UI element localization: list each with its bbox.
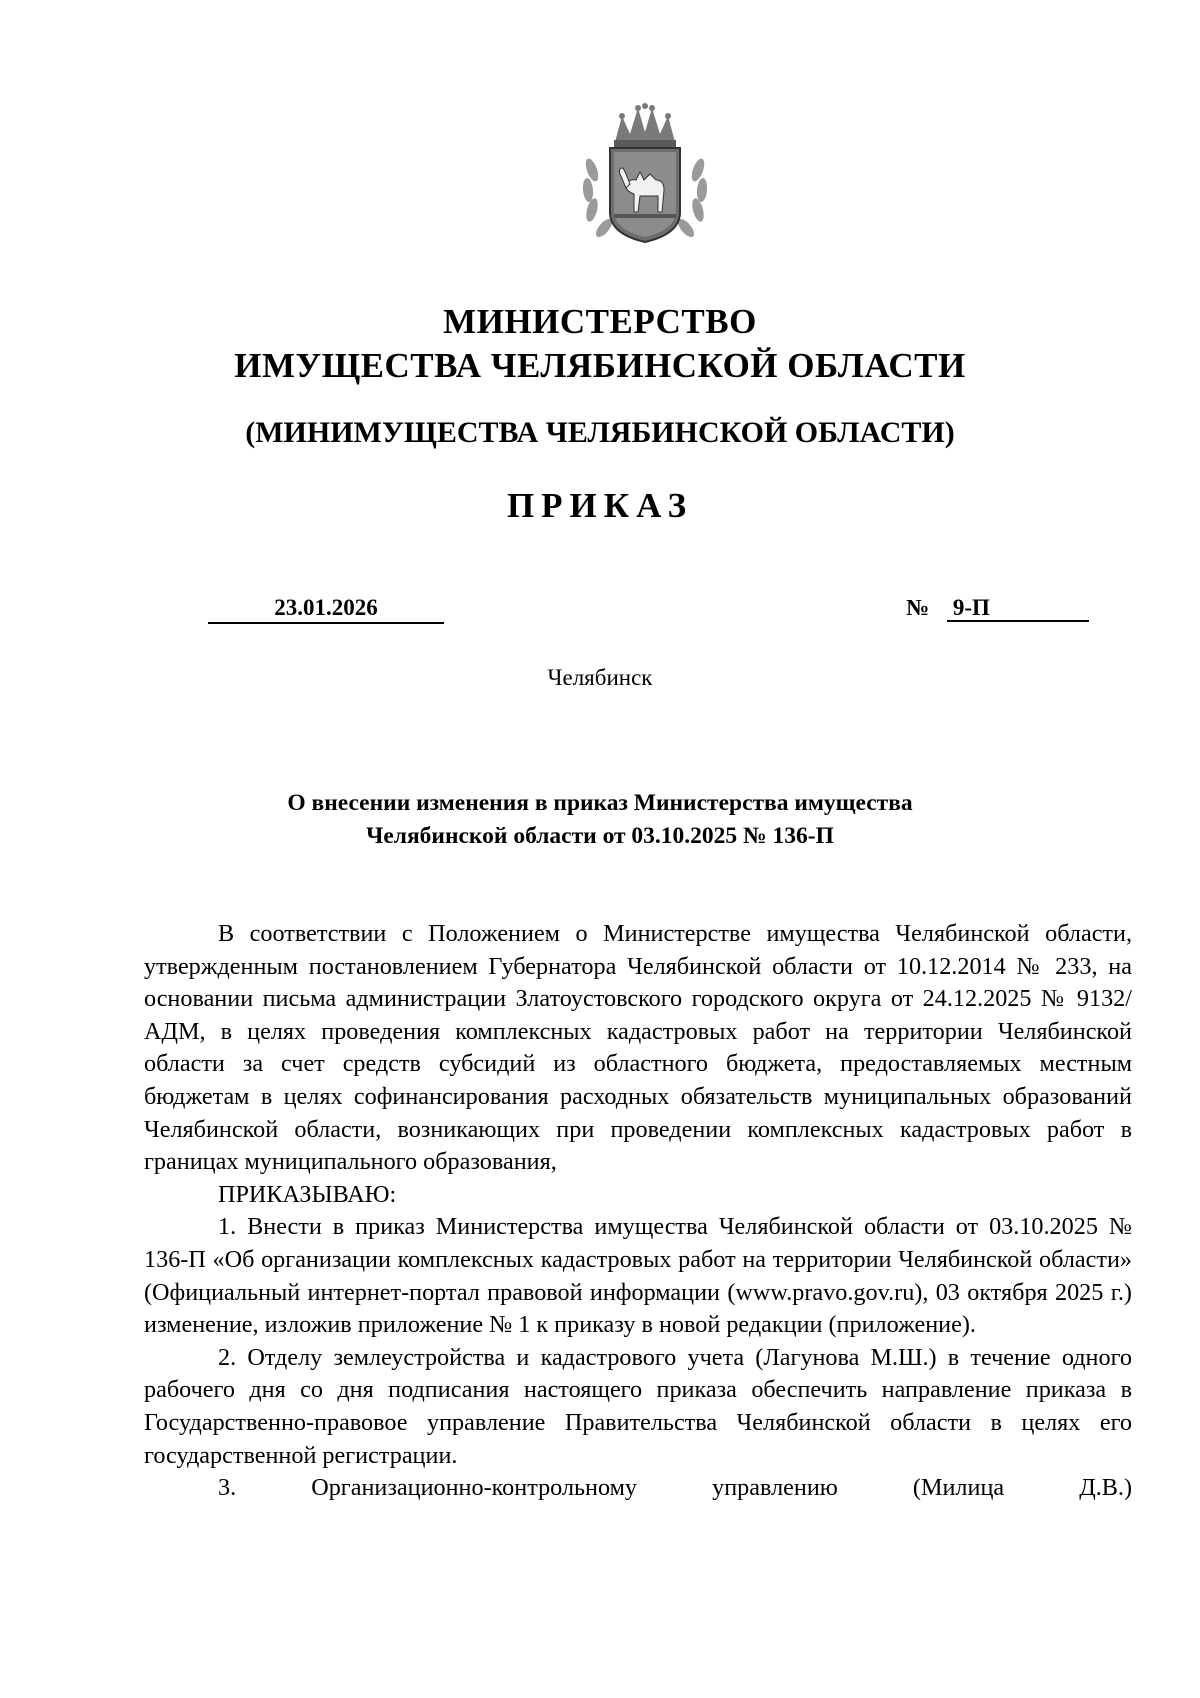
ministry-short-name: (МИНИМУЩЕСТВА ЧЕЛЯБИНСКОЙ ОБЛАСТИ) (245, 416, 955, 449)
paragraph-order: ПРИКАЗЫВАЮ: (218, 1180, 397, 1208)
document-body (144, 918, 1132, 1505)
coat-of-arms-icon (570, 100, 720, 250)
ministry-name-line2: ИМУЩЕСТВА ЧЕЛЯБИНСКОЙ ОБЛАСТИ (234, 346, 966, 385)
paragraph-item-2: 2. Отделу землеустройства и кадастрового учета (Лагунова М.Ш.) в течение одного рабочего дня со дня подписания настоящего приказа обеспечить направление приказа в Государственно-правовое управление Правительства Челябинской области в целях его государственной регистрации. (144, 1343, 1132, 1469)
ministry-name-line1: МИНИСТЕРСТВО (443, 302, 757, 341)
paragraph-item-3: 3. Организационно-контрольному управлению (Милица Д.В.) (218, 1474, 1132, 1502)
document-title-line1: О внесении изменения в приказ Министерства имущества (287, 790, 913, 816)
number-label: № (906, 595, 930, 620)
city: Челябинск (547, 665, 653, 690)
paragraph-preamble: В соответствии с Положением о Министерстве имущества Челябинской области, утвержденным постановлением Губернатора Челябинской области от 10.12.2014 № 233, на основании письма администрации Златоустовского городского округа от 24.12.2025 № 9132/АДМ, в целях проведения комплексных кадастровых работ на территории Челябинской области за счет средств субсидий из областного бюджета, предоставляемых местным бюджетам в целях софинансирования расходных обязательств муниципальных образований Челябинской области, возникающих при проведении комплексных кадастровых работ в границах муниципального образования, (144, 920, 1132, 1176)
document-date: 23.01.2026 (208, 595, 444, 624)
paragraph-item-1: 1. Внести в приказ Министерства имущества Челябинской области от 03.10.2025 № 136-П «Об организации комплексных кадастровых работ на территории Челябинской области» (Официальный интернет-портал правовой информации (www.pravo.gov.ru), 03 октября 2025 г.) изменение, изложив приложение № 1 к приказу в новой редакции (приложение). (144, 1213, 1132, 1339)
document-number: 9-П (947, 595, 1089, 622)
document-title-line2: Челябинской области от 03.10.2025 № 136-П (366, 823, 834, 849)
document-type: ПРИКАЗ (506, 486, 694, 525)
document-number-block (906, 595, 1089, 622)
